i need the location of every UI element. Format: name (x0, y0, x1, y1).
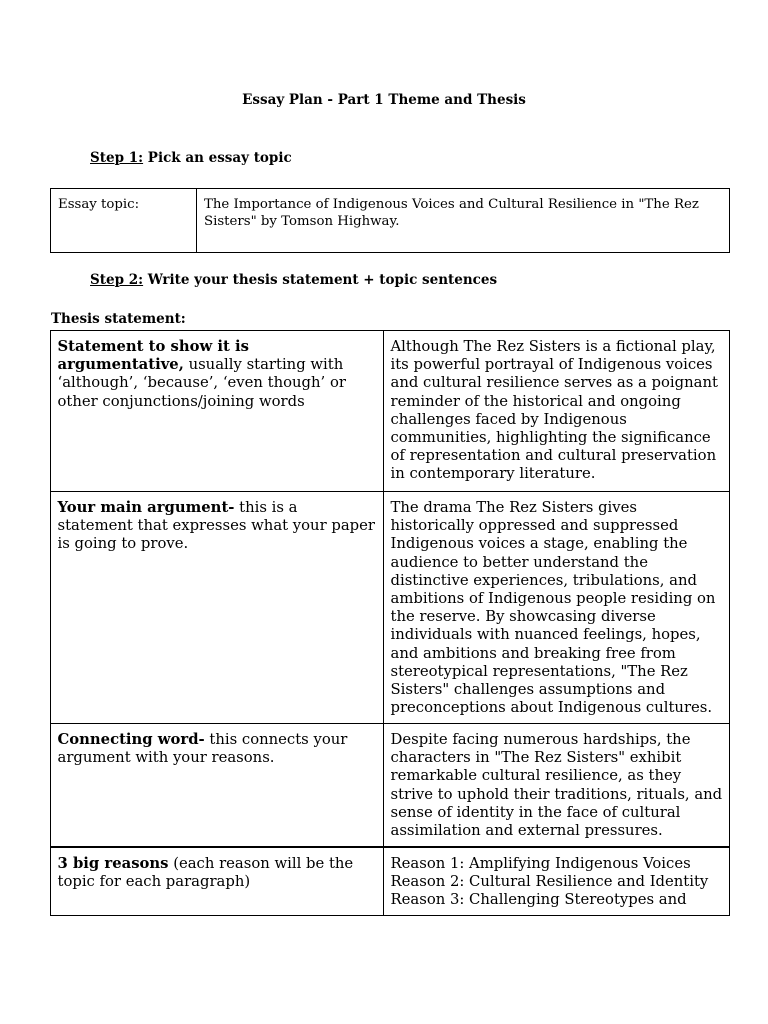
prompt-cell (51, 847, 384, 915)
connecting-word-answer: Despite facing numerous hardships, the characters in "The Rez Sisters" exhibit remarkable cultural resilience, as they strive to uphold their traditions, rituals, and sense of identity in the face of cultural assimilation and external pressures. (390, 731, 723, 840)
essay-topic-value: The Importance of Indigenous Voices and Cultural Resilience in "The Rez Sisters" by Tomson Highway. (204, 197, 699, 229)
big-reasons-prompt (51, 848, 383, 896)
table-row (51, 492, 730, 724)
connecting-word-prompt (51, 724, 383, 772)
thesis-table (50, 330, 730, 916)
essay-topic-row (51, 189, 730, 253)
prompt-rest: this connects your argument with your reasons. (57, 731, 348, 767)
step-1-text: Pick an essay topic (147, 150, 292, 166)
table-row (51, 847, 730, 915)
argumentative-prompt (51, 331, 383, 416)
answer-cell (384, 331, 730, 492)
main-argument-prompt (51, 492, 383, 559)
answer-cell (384, 492, 730, 724)
essay-topic-value-cell (197, 189, 730, 253)
step-2-text: Write your thesis statement + topic sentences (147, 272, 498, 288)
prompt-rest: (each reason will be the topic for each paragraph) (57, 855, 354, 891)
prompt-bold: Your main argument- (57, 499, 235, 516)
prompt-bold: 3 big reasons (57, 855, 169, 872)
argumentative-answer: Although The Rez Sisters is a fictional play, its powerful portrayal of Indigenous voices and cultural resilience serves as a poignant reminder of the historical and ongoing challenges faced by Indigenous communities, highlighting the significance of representation and cultural preservation in contemporary literature. (390, 338, 718, 483)
prompt-bold: Statement to show it is argumentative, (57, 338, 249, 374)
prompt-rest: this is a statement that expresses what your paper is going to prove. (57, 499, 375, 553)
step-2-label: Step 2: (90, 272, 144, 288)
prompt-cell (51, 492, 384, 724)
prompt-bold: Connecting word- (57, 731, 205, 748)
essay-topic-label: Essay topic: (58, 197, 140, 212)
thesis-statement-label: Thesis statement: (51, 311, 186, 327)
main-argument-answer: The drama The Rez Sisters gives historically oppressed and suppressed Indigenous voices a stage, enabling the audience to better understand the distinctive experiences, tribulations, and ambitions of Indigenous people residing on the reserve. By showcasing diverse individuals with nuanced feelings, hopes, and ambitions and breaking free from stereotypical representations, "The Rez Sisters" challenges assumptions and preconceptions about Indigenous cultures. (390, 499, 716, 717)
answer-cell (384, 724, 730, 848)
prompt-cell (51, 724, 384, 848)
table-row (51, 724, 730, 848)
answer-cell (384, 847, 730, 915)
reason-3: Reason 3: Challenging Stereotypes and (390, 891, 687, 909)
step-2-heading (90, 272, 497, 288)
prompt-rest: usually starting with ‘although’, ‘because’, ‘even though’ or other conjunctions/joining words (57, 356, 346, 410)
reason-1: Reason 1: Amplifying Indigenous Voices (390, 855, 691, 872)
page-title: Essay Plan - Part 1 Theme and Thesis (242, 92, 526, 108)
reason-2: Reason 2: Cultural Resilience and Identity (390, 873, 709, 891)
table-row (51, 331, 730, 492)
step-1-heading (90, 150, 292, 166)
step-1-label: Step 1: (90, 150, 144, 166)
prompt-cell (51, 331, 384, 492)
big-reasons-answer (384, 848, 729, 915)
essay-topic-label-cell (51, 189, 197, 253)
essay-topic-table (50, 188, 730, 253)
